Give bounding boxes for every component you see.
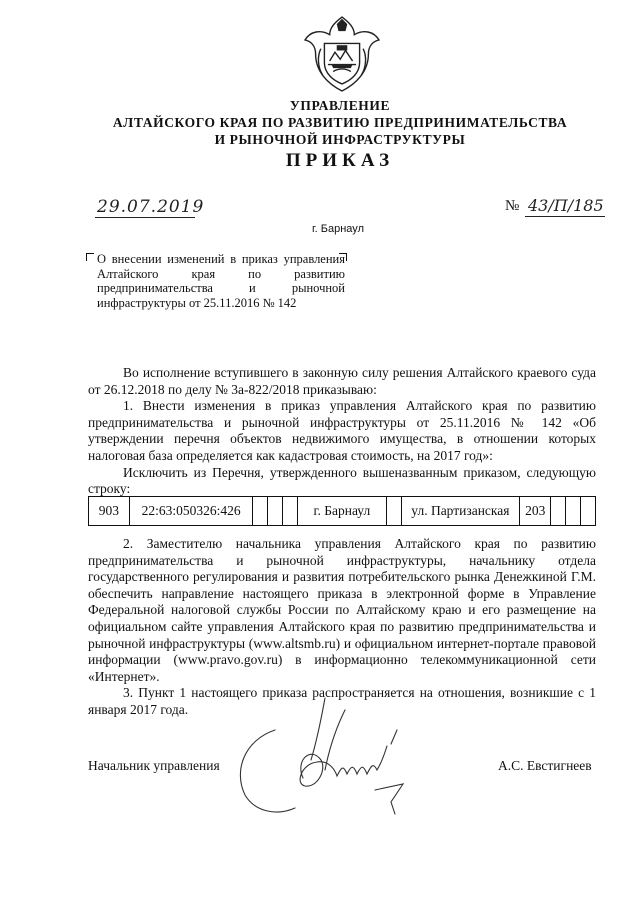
document-subject: О внесении изменений в приказ управления Алтайского края по развитию предпринимательства и рыночной инфраструктуры от 25.11.2016 № 142 [97,252,345,310]
paragraph-item-3: 3. Пункт 1 настоящего приказа распространяется на отношения, возникшие с 1 января 2017 года. [88,685,596,717]
cell-empty [386,497,401,526]
subject-corner-left [86,253,94,261]
cell-empty [566,497,581,526]
paragraph-exclude: Исключить из Перечня, утвержденного вышеназванным приказом, следующую строку: [88,464,596,497]
issue-city: г. Барнаул [312,223,364,235]
org-name-line1: УПРАВЛЕНИЕ [289,98,391,113]
body-top [88,365,596,498]
org-name-line2: АЛТАЙСКОГО КРАЯ ПО РАЗВИТИЮ ПРЕДПРИНИМАТЕЛЬСТВА [112,115,568,130]
number-underline [525,216,605,217]
cell-empty [268,497,283,526]
date-underline [95,217,195,218]
cell-empty [551,497,566,526]
cell-street: ул. Партизанская [401,497,520,526]
signatory-name: А.С. Евстигнеев [498,758,592,773]
document-number: 43/П/185 [528,196,604,215]
paragraph-item-1: 1. Внести изменения в приказ управления Алтайского края по развитию предпринимательства и рыночной инфраструктуры от 25.11.2016 № 142 «Об утверждении перечня объектов недвижимого имущества, в отношении которых налоговая база определяется как кадастровая стоимость, на 2017 год»: [88,398,596,463]
cell-cadastral-number: 22:63:050326:426 [129,497,253,526]
paragraph-item-2: 2. Заместителю начальника управления Алтайского края по развитию предпринимательства и рыночной инфраструктуры, начальнику отдела государственного регулирования и развития потребительского рынка Денежкиной Г.М. обеспечить направление настоящего приказа в электронной форме в Управление Федеральной налоговой службы России по Алтайскому краю и его размещение на официальном сайте управления Алтайского края по развитию предпринимательства и рыночной инфраструктуры (www.altsmb.ru) и официальном интернет-портале правовой информации (www.pravo.gov.ru) в информационно телекоммуникационной сети «Интернет». [88,536,596,684]
cell-empty [580,497,595,526]
org-name-line3: И РЫНОЧНОЙ ИНФРАСТРУКТУРЫ [214,132,466,147]
cell-house: 203 [520,497,551,526]
paragraph-preamble: Во исполнение вступившего в законную силу решения Алтайского краевого суда от 26.12.2018 по делу № 3а-822/2018 приказываю: [88,365,596,397]
signatory-title: Начальник управления [88,758,220,773]
cell-empty [283,497,298,526]
document-date: 29.07.2019 [97,197,205,217]
document-type: ПРИКАЗ [285,150,395,171]
cell-empty [253,497,268,526]
coat-of-arms-emblem [298,10,386,98]
handwritten-signature [225,690,415,820]
cell-city: г. Барнаул [298,497,387,526]
number-label: № [505,198,520,214]
table-row [89,497,596,526]
excluded-row-table [88,496,596,526]
cell-number: 903 [89,497,130,526]
